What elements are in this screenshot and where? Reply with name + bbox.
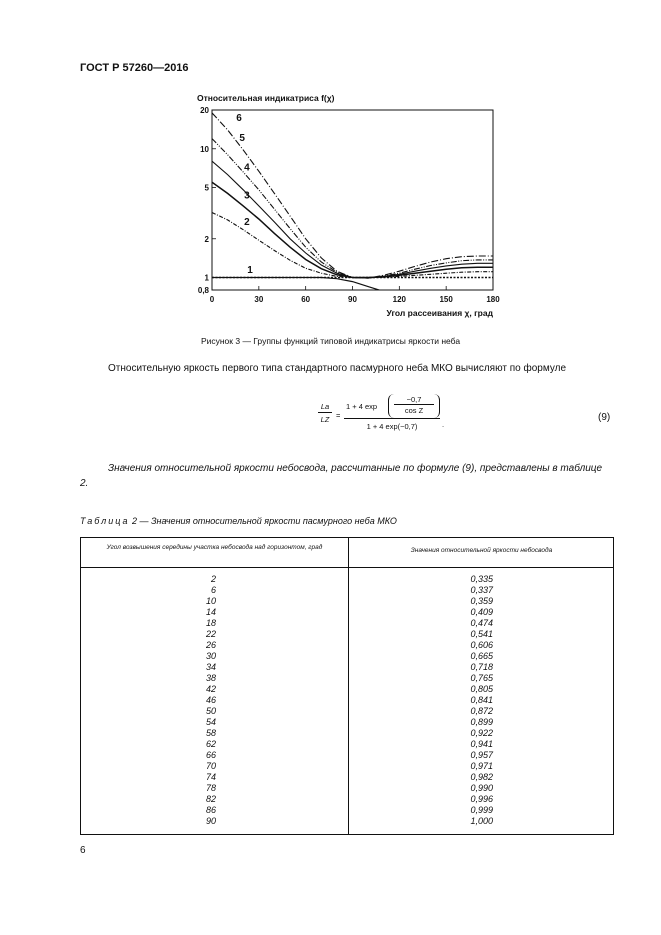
formula-end: . bbox=[442, 420, 445, 429]
formula-equals: = bbox=[336, 411, 341, 420]
table-cell-luminance: 0,957 bbox=[470, 750, 493, 760]
table-row bbox=[81, 794, 613, 805]
table-row bbox=[81, 684, 613, 695]
figure-caption: Рисунок 3 — Группы функций типовой индикатрисы яркости неба bbox=[200, 336, 461, 346]
table-row bbox=[81, 662, 613, 673]
formula-inner-denominator: cos Z bbox=[404, 406, 424, 415]
table-row bbox=[81, 607, 613, 618]
table-cell-angle: 62 bbox=[205, 739, 216, 749]
series-line-6 bbox=[212, 113, 493, 278]
table-caption-word: Таблица bbox=[80, 516, 130, 526]
table-row bbox=[81, 772, 613, 783]
table-row bbox=[81, 805, 613, 816]
table-header-divider bbox=[81, 567, 613, 568]
y-tick-label: 5 bbox=[204, 183, 209, 193]
series-line-5 bbox=[212, 139, 493, 279]
x-axis-label: Угол рассеивания χ, град bbox=[386, 308, 493, 318]
table-cell-angle: 46 bbox=[205, 695, 216, 705]
table-cell-luminance: 0,996 bbox=[470, 794, 493, 804]
table-cell-angle: 86 bbox=[205, 805, 216, 815]
table-cell-luminance: 0,941 bbox=[470, 739, 493, 749]
table-cell-luminance: 0,922 bbox=[470, 728, 493, 738]
x-tick-label: 0 bbox=[209, 295, 215, 304]
x-tick-label: 90 bbox=[348, 295, 357, 304]
table-row bbox=[81, 728, 613, 739]
table-row bbox=[81, 816, 613, 827]
table-cell-angle: 30 bbox=[205, 651, 216, 661]
x-tick-label: 180 bbox=[486, 295, 500, 304]
table-row bbox=[81, 695, 613, 706]
table-cell-luminance: 0,990 bbox=[470, 783, 493, 793]
table-row bbox=[81, 629, 613, 640]
table-row bbox=[81, 706, 613, 717]
curve-label-3: 3 bbox=[244, 190, 250, 202]
y-tick-label: 2 bbox=[204, 234, 209, 244]
y-tick-label: 1 bbox=[204, 273, 209, 283]
table-cell-angle: 54 bbox=[205, 717, 216, 727]
table-row bbox=[81, 651, 613, 662]
table-cell-angle: 66 bbox=[205, 750, 216, 760]
formula-lhs-numerator: La bbox=[318, 402, 332, 413]
table-cell-angle: 2 bbox=[210, 574, 216, 584]
table-cell-luminance: 0,765 bbox=[470, 673, 493, 683]
table-cell-luminance: 0,337 bbox=[470, 585, 493, 595]
table-cell-angle: 22 bbox=[205, 629, 216, 639]
curve-label-6: 6 bbox=[236, 112, 242, 124]
table-cell-luminance: 0,474 bbox=[470, 618, 493, 628]
formula-lhs-denominator: LZ bbox=[320, 415, 330, 424]
table-cell-luminance: 0,872 bbox=[470, 706, 493, 716]
formula-numerator-prefix: 1 + 4 exp bbox=[346, 402, 378, 411]
table-cell-angle: 18 bbox=[205, 618, 216, 628]
table-row bbox=[81, 673, 613, 684]
table-cell-luminance: 0,409 bbox=[470, 607, 493, 617]
table-cell-angle: 6 bbox=[210, 585, 216, 595]
table-header-angle: Угол возвышения середины участка небосвода над горизонтом, град bbox=[106, 544, 323, 551]
table-row bbox=[81, 585, 613, 596]
series-line-2 bbox=[212, 213, 493, 278]
table-cell-angle: 38 bbox=[205, 673, 216, 683]
x-tick-label: 150 bbox=[439, 295, 453, 304]
table-row bbox=[81, 596, 613, 607]
table-cell-luminance: 0,982 bbox=[470, 772, 493, 782]
table-cell-angle: 74 bbox=[205, 772, 216, 782]
table-header-luminance: Значения относительной яркости небосвода bbox=[410, 547, 553, 554]
formula-denominator: 1 + 4 exp(−0,7) bbox=[366, 422, 418, 431]
table-cell-angle: 42 bbox=[205, 684, 216, 694]
table-cell-angle: 26 bbox=[205, 640, 216, 650]
table-body bbox=[81, 574, 613, 827]
table-row bbox=[81, 574, 613, 585]
table-cell-luminance: 0,841 bbox=[470, 695, 493, 705]
plot-frame bbox=[212, 110, 493, 290]
formula-fraction bbox=[344, 394, 440, 431]
table-cell-angle: 70 bbox=[205, 761, 216, 771]
table-row bbox=[81, 640, 613, 651]
formula-inner-numerator: −0,7 bbox=[394, 395, 434, 405]
table-row bbox=[81, 717, 613, 728]
formula-lhs bbox=[318, 402, 332, 424]
page-number: 6 bbox=[80, 845, 86, 856]
table-cell-angle: 90 bbox=[205, 816, 216, 826]
luminance-table bbox=[80, 537, 614, 835]
table-row bbox=[81, 783, 613, 794]
table-cell-angle: 78 bbox=[205, 783, 216, 793]
table-cell-luminance: 0,718 bbox=[470, 662, 493, 672]
table-row bbox=[81, 618, 613, 629]
paragraph-formula-intro: Относительную яркость первого типа стандартного пасмурного неба МКО вычисляют по формуле bbox=[108, 363, 567, 374]
table-cell-luminance: 0,541 bbox=[470, 629, 493, 639]
table-cell-angle: 50 bbox=[205, 706, 216, 716]
formula-9 bbox=[318, 394, 448, 438]
paragraph-table-intro: Значения относительной яркости небосвода, рассчитанные по формуле (9), представлены в таблице 2. bbox=[80, 463, 603, 489]
table-caption-text: 2 — Значения относительной яркости пасмурного неба МКО bbox=[129, 516, 397, 526]
table-cell-luminance: 0,899 bbox=[470, 717, 493, 727]
table-cell-luminance: 0,805 bbox=[470, 684, 493, 694]
y-tick-label: 0,8 bbox=[197, 286, 209, 295]
x-tick-label: 30 bbox=[254, 295, 264, 304]
series-line-3 bbox=[212, 182, 493, 277]
table-cell-angle: 10 bbox=[205, 596, 216, 606]
table-cell-angle: 82 bbox=[205, 794, 216, 804]
table-caption bbox=[80, 516, 397, 526]
table-cell-angle: 14 bbox=[205, 607, 216, 617]
curve-label-5: 5 bbox=[239, 132, 245, 144]
scattering-indicatrix-chart bbox=[185, 88, 515, 324]
table-cell-angle: 58 bbox=[205, 728, 216, 738]
table-row bbox=[81, 739, 613, 750]
table-cell-luminance: 1,000 bbox=[470, 816, 493, 826]
series-line-4 bbox=[212, 161, 493, 278]
table-cell-luminance: 0,999 bbox=[470, 805, 493, 815]
table-row bbox=[81, 761, 613, 772]
table-cell-luminance: 0,665 bbox=[470, 651, 493, 661]
table-row bbox=[81, 750, 613, 761]
table-cell-angle: 34 bbox=[205, 662, 216, 672]
curve-label-4: 4 bbox=[244, 162, 250, 174]
table-cell-luminance: 0,359 bbox=[470, 596, 493, 606]
y-tick-label: 20 bbox=[200, 106, 209, 115]
curve-label-2: 2 bbox=[244, 217, 250, 229]
x-tick-label: 60 bbox=[301, 295, 311, 304]
formula-number: (9) bbox=[598, 412, 611, 423]
y-tick-label: 10 bbox=[200, 144, 209, 154]
table-cell-luminance: 0,335 bbox=[470, 574, 493, 584]
chart-title: Относительная индикатриса f(χ) bbox=[197, 93, 335, 103]
formula-numerator bbox=[344, 394, 440, 419]
x-tick-label: 120 bbox=[392, 295, 407, 304]
document-header: ГОСТ Р 57260—2016 bbox=[80, 62, 189, 74]
table-cell-luminance: 0,971 bbox=[470, 761, 493, 771]
table-cell-luminance: 0,606 bbox=[470, 640, 493, 650]
curve-label-1: 1 bbox=[247, 265, 253, 277]
